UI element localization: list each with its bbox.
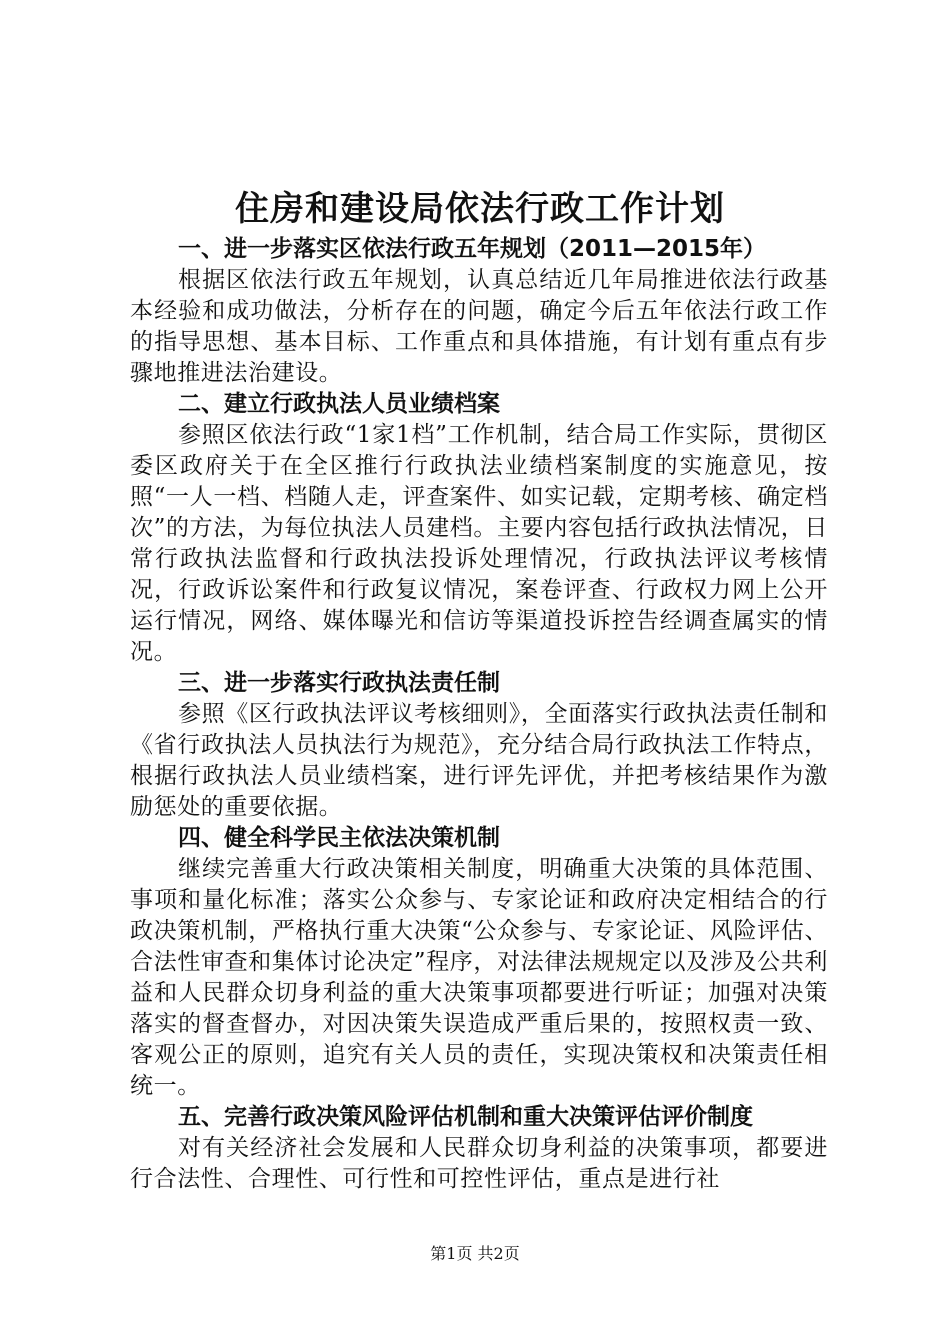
section-paragraph-1: 根据区依法行政五年规划，认真总结近几年局推进依法行政基本经验和成功做法，分析存在的问题，确定今后五年依法行政工作的指导思想、基本目标、工作重点和具体措施，有计划有重点有步骤地推进法治建设。 xyxy=(130,267,828,386)
section-heading-5: 五、完善行政决策风险评估机制和重大决策评估评价制度 xyxy=(178,1104,753,1130)
section-heading-2: 二、建立行政执法人员业绩档案 xyxy=(178,391,500,417)
document-title: 住房和建设局依法行政工作计划 xyxy=(235,189,725,229)
section-heading-1: 一、进一步落实区依法行政五年规划（2011—2015年） xyxy=(178,236,767,262)
section-heading-3: 三、进一步落实行政执法责任制 xyxy=(178,670,500,696)
document-body xyxy=(130,234,828,1195)
section-paragraph-2: 参照区依法行政“1家1档”工作机制，结合局工作实际，贯彻区委区政府关于在全区推行行政执法业绩档案制度的实施意见，按照“一人一档、档随人走，评查案件、如实记载，定期考核、确定档次”的方法，为每位执法人员建档。主要内容包括行政执法情况，日常行政执法监督和行政执法投诉处理情况，行政执法评议考核情况，行政诉讼案件和行政复议情况，案卷评查、行政权力网上公开运行情况，网络、媒体曝光和信访等渠道投诉控告经调查属实的情况。 xyxy=(130,422,828,665)
section-paragraph-3: 参照《区行政执法评议考核细则》，全面落实行政执法责任制和《省行政执法人员执法行为规范》，充分结合局行政执法工作特点，根据行政执法人员业绩档案，进行评先评优，并把考核结果作为激励惩处的重要依据。 xyxy=(130,701,828,820)
section-heading-4: 四、健全科学民主依法决策机制 xyxy=(178,825,500,851)
page-footer: 第1页 共2页 xyxy=(430,1244,520,1263)
section-paragraph-5: 对有关经济社会发展和人民群众切身利益的决策事项，都要进行合法性、合理性、可行性和可控性评估，重点是进行社 xyxy=(130,1135,828,1192)
section-paragraph-4: 继续完善重大行政决策相关制度，明确重大决策的具体范围、事项和量化标准；落实公众参与、专家论证和政府决定相结合的行政决策机制，严格执行重大决策“公众参与、专家论证、风险评估、合法性审查和集体讨论决定”程序，对法律法规规定以及涉及公共利益和人民群众切身利益的重大决策事项都要进行听证；加强对决策落实的督查督办，对因决策失误造成严重后果的，按照权责一致、客观公正的原则，追究有关人员的责任，实现决策权和决策责任相统一。 xyxy=(130,856,828,1099)
